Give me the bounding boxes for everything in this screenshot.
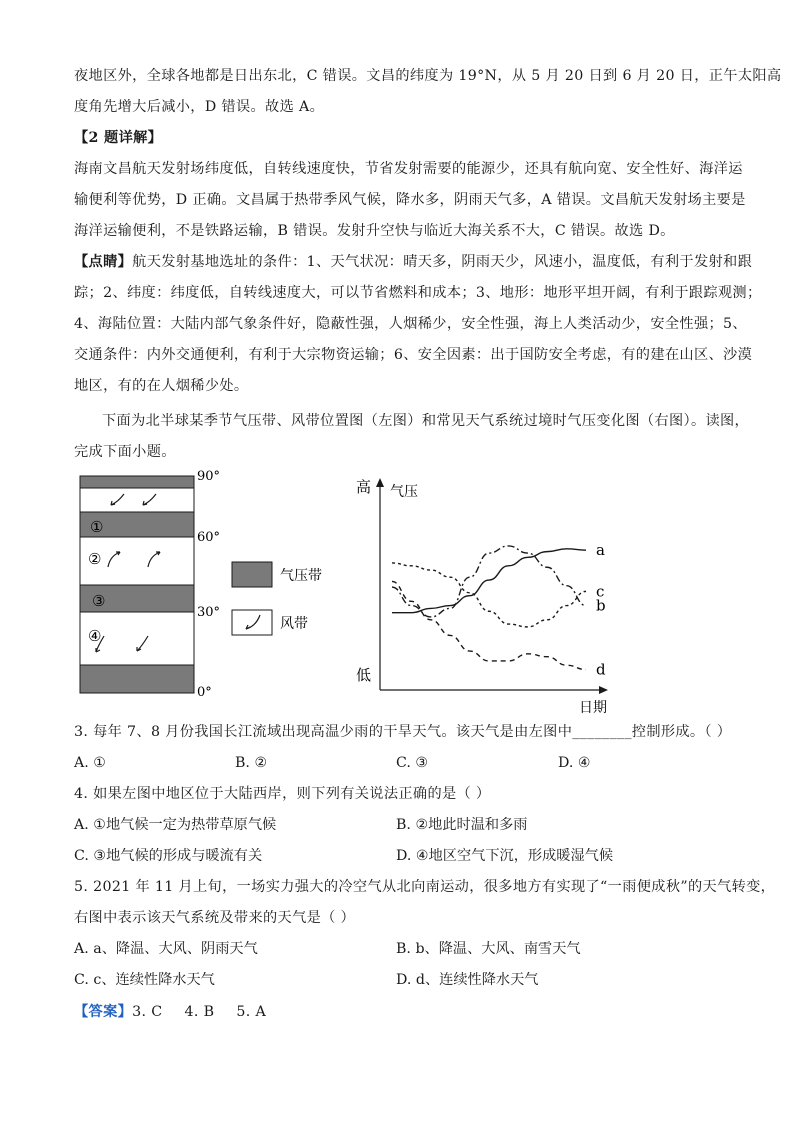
text-line: 海洋运输便利，不是铁路运输，B 错误。发射升空快与临近大海关系不大，C 错误。故选 D。	[74, 223, 675, 239]
legend-pressure-label: 气压带	[280, 568, 322, 584]
question-3-stem: 3. 每年 7、8 月份我国长江流域出现高温少雨的干旱天气。该天气是由左图中________控制形成。（ ）	[74, 724, 732, 740]
text-line: 输便利等优势，D 正确。文昌属于热带季风气候，降水多，阴雨天气多，A 错误。文昌航天发射场主要是	[74, 192, 746, 208]
q4-option-a[interactable]: A. ①地气候一定为热带草原气候	[74, 817, 277, 833]
answer-line	[74, 1002, 266, 1022]
q4-option-b[interactable]: B. ②地此时温和多雨	[396, 817, 528, 833]
wind-arrowhead-icon	[96, 648, 100, 652]
text-line: 交通条件：内外交通便利，有利于大宗物资运输；6、安全因素：出于国防安全考虑，有的建在山区、沙漠	[74, 347, 753, 363]
series-label-a: a	[596, 541, 605, 560]
series-layer	[392, 541, 606, 678]
q3-option-a[interactable]: A. ①	[74, 755, 106, 771]
y-low-label: 低	[356, 666, 372, 684]
figure-area	[74, 440, 634, 720]
series-line-a	[392, 549, 586, 613]
belt-label-3: ③	[92, 592, 106, 610]
text-line: 踪；2、纬度：纬度低，自转线速度大，可以节省燃料和成本；3、地形：地形平坦开阔，有利于跟踪观测；	[74, 285, 762, 301]
legend-pressure-swatch	[232, 562, 272, 587]
belt-label-4: ④	[88, 627, 102, 645]
intro-line: 下面为北半球某季节气压带、风带位置图（左图）和常见天气系统过境时气压变化图（右图）。读图，	[102, 413, 750, 429]
series-label-b: b	[596, 596, 606, 615]
q4-option-c[interactable]: C. ③地气候的形成与暖流有关	[74, 848, 263, 864]
answer-item: 4. B	[184, 1004, 215, 1020]
series-line-c	[392, 563, 586, 627]
text-line: 夜地区外，全球各地都是日出东北，C 错误。文昌的纬度为 19°N，从 5 月 20 日到 6 月 20 日，正午太阳高	[74, 68, 782, 84]
lat-label-60: 60°	[197, 530, 221, 545]
belt-label-2: ②	[88, 550, 102, 568]
wind-arrow-icon	[111, 494, 124, 505]
lat-label-90: 90°	[197, 469, 221, 484]
q5-option-d[interactable]: D. d、连续性降水天气	[396, 972, 539, 988]
q3-option-c[interactable]: C. ③	[396, 755, 429, 771]
series-label-c: c	[596, 582, 605, 601]
question-5-stem: 右图中表示该天气系统及带来的天气是（ ）	[74, 910, 356, 926]
intro-line: 完成下面小题。	[74, 444, 176, 460]
wind-arrow-icon	[143, 494, 156, 505]
legend-wind-label: 风带	[280, 616, 308, 632]
q5-option-c[interactable]: C. c、连续性降水天气	[74, 972, 215, 988]
lat-label-30: 30°	[197, 605, 221, 620]
series-label-d: d	[596, 660, 606, 679]
answer-item: 5. A	[236, 1004, 267, 1020]
y-axis-arrow-icon	[376, 478, 384, 487]
wind-arrow-icon	[137, 636, 148, 651]
pressure-belt-polar	[80, 476, 194, 488]
belt-diagram	[80, 469, 322, 700]
q2-detail-heading: 【2 题详解】	[74, 130, 163, 146]
tip-line	[74, 252, 752, 272]
text-line: 地区，有的在人烟稀少处。	[74, 378, 249, 394]
q4-option-d[interactable]: D. ④地区空气下沉，形成暖湿气候	[396, 848, 614, 864]
pressure-chart	[356, 478, 608, 716]
q3-option-b[interactable]: B. ②	[235, 755, 268, 771]
question-4-stem: 4. 如果左图中地区位于大陆西岸，则下列有关说法正确的是（ ）	[74, 786, 491, 802]
series-line-d	[392, 581, 586, 669]
x-axis-label: 日期	[579, 700, 607, 716]
text-line: 海南文昌航天发射场纬度低，自转线速度快，节省发射需要的能源少，还具有航向宽、安全性好、海洋运	[74, 161, 743, 177]
series-line-b	[392, 546, 586, 617]
question-5-stem: 5. 2021 年 11 月上旬，一场实力强大的冷空气从北向南运动，很多地方有实现了“一雨便成秋”的天气转变，	[74, 879, 776, 895]
q5-option-a[interactable]: A. a、降温、大风、阴雨天气	[74, 941, 258, 957]
q3-option-d[interactable]: D. ④	[558, 755, 591, 771]
tip-text: 航天发射基地选址的条件：1、天气状况：晴天多，阴雨天少，风速小，温度低，有利于发射和跟	[132, 254, 753, 270]
tip-label: 【点睛】	[74, 254, 133, 270]
pressure-belt-equatorial	[80, 665, 194, 693]
y-high-label: 高	[356, 478, 372, 496]
lat-label-0: 0°	[197, 685, 212, 700]
q5-option-b[interactable]: B. b、降温、大风、南雪天气	[396, 941, 581, 957]
text-line: 4、海陆位置：大陆内部气象条件好，隐蔽性强，人烟稀少，安全性强，海上人类活动少，安全性强；5、	[74, 316, 747, 332]
legend-wind-swatch	[232, 610, 272, 635]
y-axis-label: 气压	[390, 484, 418, 500]
answer-item: 3. C	[132, 1004, 163, 1020]
x-axis-arrow-icon	[599, 686, 608, 694]
belt-label-1: ①	[90, 518, 104, 536]
answer-label: 【答案】	[74, 1004, 133, 1020]
text-line: 度角先增大后减小，D 错误。故选 A。	[74, 99, 325, 115]
